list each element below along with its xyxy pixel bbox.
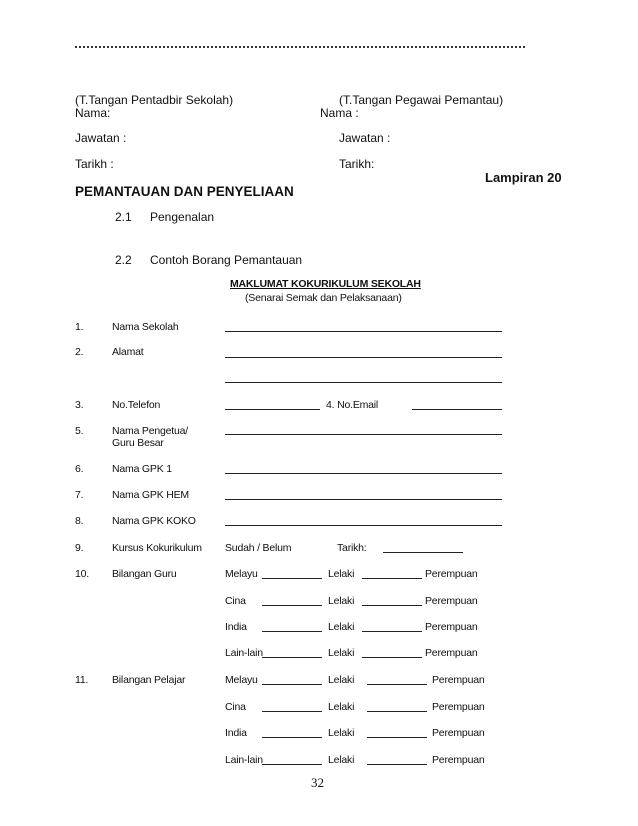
perempuan-label: Perempuan bbox=[432, 754, 485, 766]
fill-line bbox=[367, 711, 427, 712]
sign-right-nama: Nama : bbox=[320, 106, 359, 120]
fill-line bbox=[262, 578, 322, 579]
race-label: Lain-lain bbox=[225, 754, 263, 766]
fill-line bbox=[225, 525, 502, 526]
lelaki-label: Lelaki bbox=[328, 674, 355, 686]
kursus-status: Sudah / Belum bbox=[225, 542, 292, 554]
item-number: 11. bbox=[75, 674, 89, 686]
sign-right-tarikh: Tarikh: bbox=[339, 157, 375, 171]
lelaki-label: Lelaki bbox=[328, 701, 355, 713]
lelaki-label: Lelaki bbox=[328, 727, 355, 739]
fill-line bbox=[225, 409, 320, 410]
lelaki-label: Lelaki bbox=[328, 754, 355, 766]
perempuan-label: Perempuan bbox=[425, 647, 478, 659]
perempuan-label: Perempuan bbox=[432, 727, 485, 739]
item-label: Nama GPK KOKO bbox=[112, 515, 196, 527]
item-label: Nama Sekolah bbox=[112, 321, 179, 333]
race-label: India bbox=[225, 727, 247, 739]
item-label: Nama GPK HEM bbox=[112, 489, 189, 501]
fill-line bbox=[262, 684, 322, 685]
section-title: Contoh Borang Pemantauan bbox=[150, 253, 303, 267]
item-number: 5. bbox=[75, 425, 84, 437]
item-label: Nama GPK 1 bbox=[112, 463, 172, 475]
lelaki-label: Lelaki bbox=[328, 621, 355, 633]
item-number: 10. bbox=[75, 568, 89, 580]
fill-line bbox=[262, 764, 322, 765]
lelaki-label: Lelaki bbox=[328, 568, 355, 580]
section-num: 2.1 bbox=[115, 210, 132, 224]
perempuan-label: Perempuan bbox=[425, 568, 478, 580]
sign-left-nama: Nama: bbox=[75, 106, 111, 120]
race-label: Melayu bbox=[225, 674, 258, 686]
item-label: Nama Pengetua/ bbox=[112, 425, 189, 437]
form-title: MAKLUMAT KOKURIKULUM SEKOLAH bbox=[230, 278, 421, 290]
item-label-line2: Guru Besar bbox=[112, 437, 164, 449]
item-number: 2. bbox=[75, 346, 84, 358]
item-number: 1. bbox=[75, 321, 84, 333]
race-label: India bbox=[225, 621, 247, 633]
fill-line bbox=[225, 499, 502, 500]
fill-line bbox=[262, 605, 322, 606]
fill-line bbox=[225, 473, 502, 474]
fill-line bbox=[367, 764, 427, 765]
fill-line bbox=[225, 382, 502, 383]
perempuan-label: Perempuan bbox=[425, 621, 478, 633]
fill-line bbox=[262, 711, 322, 712]
item-number: 8. bbox=[75, 515, 84, 527]
form-subtitle: (Senarai Semak dan Pelaksanaan) bbox=[245, 292, 402, 304]
tarikh-label: Tarikh: bbox=[337, 542, 367, 554]
fill-line bbox=[225, 357, 502, 358]
fill-line bbox=[362, 605, 422, 606]
lelaki-label: Lelaki bbox=[328, 647, 355, 659]
fill-line bbox=[362, 578, 422, 579]
race-label: Cina bbox=[225, 595, 246, 607]
fill-line bbox=[225, 434, 502, 435]
item-label: Bilangan Pelajar bbox=[112, 674, 186, 686]
item-number: 9. bbox=[75, 542, 84, 554]
item-number: 6. bbox=[75, 463, 84, 475]
fill-line bbox=[383, 552, 463, 553]
item-number: 3. bbox=[75, 399, 84, 411]
sign-left-jawatan: Jawatan : bbox=[75, 131, 127, 145]
sign-left-title: (T.Tangan Pentadbir Sekolah) bbox=[75, 93, 234, 107]
email-label: 4. No.Email bbox=[326, 399, 379, 411]
page-number: 32 bbox=[311, 775, 324, 790]
fill-line bbox=[367, 684, 427, 685]
fill-line bbox=[362, 631, 422, 632]
section-title: Pengenalan bbox=[150, 210, 215, 224]
top-dotted-line bbox=[75, 46, 525, 48]
sign-right-title: (T.Tangan Pegawai Pemantau) bbox=[339, 93, 504, 107]
perempuan-label: Perempuan bbox=[432, 701, 485, 713]
race-label: Melayu bbox=[225, 568, 258, 580]
sign-right-jawatan: Jawatan : bbox=[339, 131, 391, 145]
race-label: Lain-lain bbox=[225, 647, 263, 659]
item-number: 7. bbox=[75, 489, 84, 501]
fill-line bbox=[367, 737, 427, 738]
item-label: No.Telefon bbox=[112, 399, 161, 411]
fill-line bbox=[262, 737, 322, 738]
race-label: Cina bbox=[225, 701, 246, 713]
sign-left-tarikh: Tarikh : bbox=[75, 157, 114, 171]
section-num: 2.2 bbox=[115, 253, 132, 267]
lelaki-label: Lelaki bbox=[328, 595, 355, 607]
fill-line bbox=[262, 657, 322, 658]
page-heading: PEMANTAUAN DAN PENYELIAAN bbox=[75, 184, 294, 199]
perempuan-label: Perempuan bbox=[425, 595, 478, 607]
fill-line bbox=[262, 631, 322, 632]
fill-line bbox=[225, 331, 502, 332]
item-label: Bilangan Guru bbox=[112, 568, 177, 580]
fill-line bbox=[362, 657, 422, 658]
lampiran-label: Lampiran 20 bbox=[485, 170, 562, 185]
item-label: Alamat bbox=[112, 346, 144, 358]
perempuan-label: Perempuan bbox=[432, 674, 485, 686]
item-label: Kursus Kokurikulum bbox=[112, 542, 202, 554]
fill-line bbox=[412, 409, 502, 410]
